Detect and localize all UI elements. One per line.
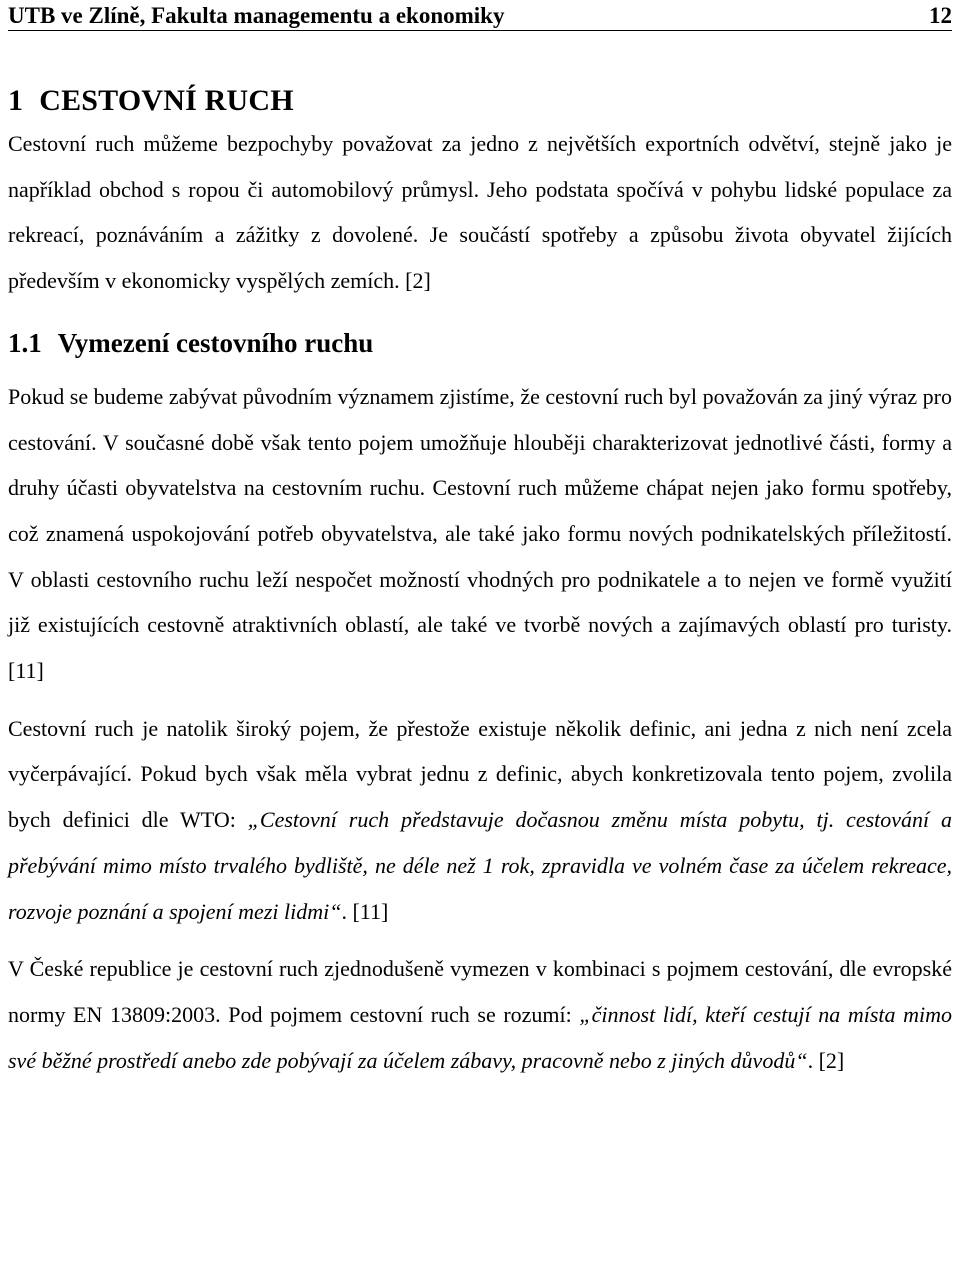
chapter-number: 1 xyxy=(8,84,24,117)
paragraph-wto-tail: . [11] xyxy=(341,898,389,924)
page-number: 12 xyxy=(929,3,952,28)
wto-quote: „Cestovní ruch představuje dočasnou změnu místa pobytu, tj. cestování a přebývání mimo místo trvalého bydliště, ne déle než 1 rok, zpravidla ve volném čase za účelem rekreace, rozvoje poznání a spojení mezi lidmi“ xyxy=(8,807,952,924)
paragraph-czech-norm xyxy=(8,946,952,1083)
section-title: Vymezení cestovního ruchu xyxy=(57,327,374,358)
paragraph-wto-definition xyxy=(8,706,952,935)
header-title: UTB ve Zlíně, Fakulta managementu a ekonomiky xyxy=(8,3,505,28)
chapter-heading xyxy=(8,83,952,119)
paragraph-norm-lead: V České republice je cestovní ruch zjednodušeně vymezen v kombinaci s pojmem cestování, dle evropské normy EN 13809:2003. Pod pojmem cestovní ruch se rozumí: xyxy=(8,956,952,1027)
paragraph-wto-lead: Cestovní ruch je natolik široký pojem, že přestože existuje několik definic, ani jedna z nich není zcela vyčerpávající. Pokud bych však měla vybrat jednu z definic, abych konkretizovala tento pojem, zvolila bych definici dle WTO: xyxy=(8,715,952,833)
intro-paragraph: Cestovní ruch můžeme bezpochyby považovat za jedno z největších exportních odvětví, stejně jako je například obchod s ropou či automobilový průmysl. Jeho podstata spočívá v pohybu lidské populace za rekreací, poznáváním a zážitky z dovolené. Je součástí spotřeby a způsobu života obyvatel žijících především v ekonomicky vyspělých zemích. [2] xyxy=(8,131,952,294)
section-number: 1.1 xyxy=(8,327,42,358)
running-header xyxy=(8,0,952,31)
paragraph-definition-history: Pokud se budeme zabývat původním významem zjistíme, že cestovní ruch byl považován za jiný výraz pro cestování. V současné době však tento pojem umožňuje hlouběji charakterizovat jednotlivé části, formy a druhy účasti obyvatelstva na cestovním ruchu. Cestovní ruch můžeme chápat nejen jako formu spotřeby, což znamená uspokojování potřeb obyvatelstva, ale také jako formu nových podnikatelských příležitostí. V oblasti cestovního ruchu leží nespočet možností vhodných pro podnikatele a to nejen ve formě využití již existujících cestovně atraktivních oblastí, ale také ve tvorbě nových a zajímavých oblastí pro turisty. [11] xyxy=(8,383,952,684)
paragraph-norm-tail: . [2] xyxy=(807,1047,845,1073)
norm-quote: „činnost lidí, kteří cestují na místa mimo své běžné prostředí anebo zde pobývají za účelem zábavy, pracovně nebo z jiných důvodů“ xyxy=(8,1001,952,1073)
chapter-title: CESTOVNÍ RUCH xyxy=(39,84,294,117)
section-heading xyxy=(8,326,952,360)
